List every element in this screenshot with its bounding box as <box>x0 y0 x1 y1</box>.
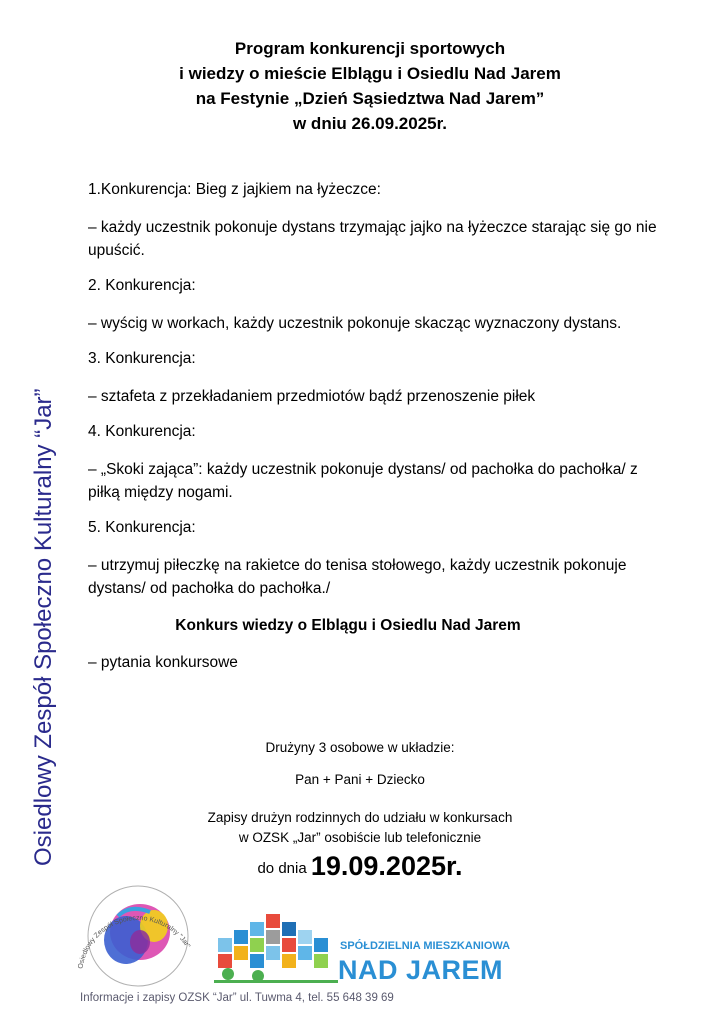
side-organization-text: Osiedlowy Zespół Społeczno Kulturalny “Jar” <box>30 388 57 866</box>
nad-jarem-coop-logo <box>214 908 338 988</box>
registration-info <box>150 808 570 848</box>
competition-list <box>88 178 668 694</box>
quiz-desc: – pytania konkursowe <box>88 654 238 671</box>
title-line-4: w dniu 26.09.2025r. <box>292 114 448 133</box>
teams-line-1: Drużyny 3 osobowe w układzie: <box>265 740 455 755</box>
competition-3-heading: 3. Konkurencja: <box>88 350 196 367</box>
competition-4-heading: 4. Konkurencja: <box>88 423 196 440</box>
document-title <box>100 36 640 136</box>
teams-composition <box>150 770 570 790</box>
competition-1-desc: – każdy uczestnik pokonuje dystans trzymając jajko na łyżeczce starając się go nie upuścić. <box>88 219 657 259</box>
registration-line-2: w OZSK „Jar” osobiście lub telefonicznie <box>238 830 482 845</box>
ozsk-jar-logo <box>58 876 218 994</box>
competition-4-desc: – „Skoki zająca”: każdy uczestnik pokonuje dystans/ od pachołka do pachołka/ z piłką między nogami. <box>88 461 638 501</box>
competition-5-heading: 5. Konkurencja: <box>88 519 196 536</box>
title-line-1: Program konkurencji sportowych <box>234 39 506 58</box>
quiz-title: Konkurs wiedzy o Elblągu i Osiedlu Nad Jarem <box>175 617 521 634</box>
logo-circle-text: Osiedlowy Zespół Społeczno Kulturalny "Jar" <box>77 914 192 970</box>
coop-name-line-1: SPÓŁDZIELNIA MIESZKANIOWA <box>340 940 511 952</box>
coop-name-line-2: NAD JAREM <box>338 955 504 985</box>
competition-5-desc: – utrzymuj piłeczkę na rakietce do tenisa stołowego, każdy uczestnik pokonuje dystans/ od pachołka do pachołka./ <box>88 557 627 597</box>
competition-2-heading: 2. Konkurencja: <box>88 277 196 294</box>
teams-line-2: Pan + Pani + Dziecko <box>295 772 425 787</box>
title-line-2: i wiedzy o mieście Elblągu i Osiedlu Nad Jarem <box>179 64 561 83</box>
deadline-date: 19.09.2025r. <box>310 851 463 881</box>
deadline-prefix: do dnia <box>257 860 307 877</box>
competition-1-heading: 1.Konkurencja: Bieg z jajkiem na łyżeczce: <box>88 181 381 198</box>
title-line-3: na Festynie „Dzień Sąsiedztwa Nad Jarem” <box>195 89 545 108</box>
teams-info <box>150 738 570 758</box>
footer-contact: Informacje i zapisy OZSK “Jar” ul. Tuwma 4, tel. 55 648 39 69 <box>80 992 394 1004</box>
registration-line-1: Zapisy drużyn rodzinnych do udziału w konkursach <box>207 810 513 825</box>
competition-3-desc: – sztafeta z przekładaniem przedmiotów bądź przenoszenie piłek <box>88 388 536 405</box>
competition-2-desc: – wyścig w workach, każdy uczestnik pokonuje skacząc wyznaczony dystans. <box>88 315 622 332</box>
